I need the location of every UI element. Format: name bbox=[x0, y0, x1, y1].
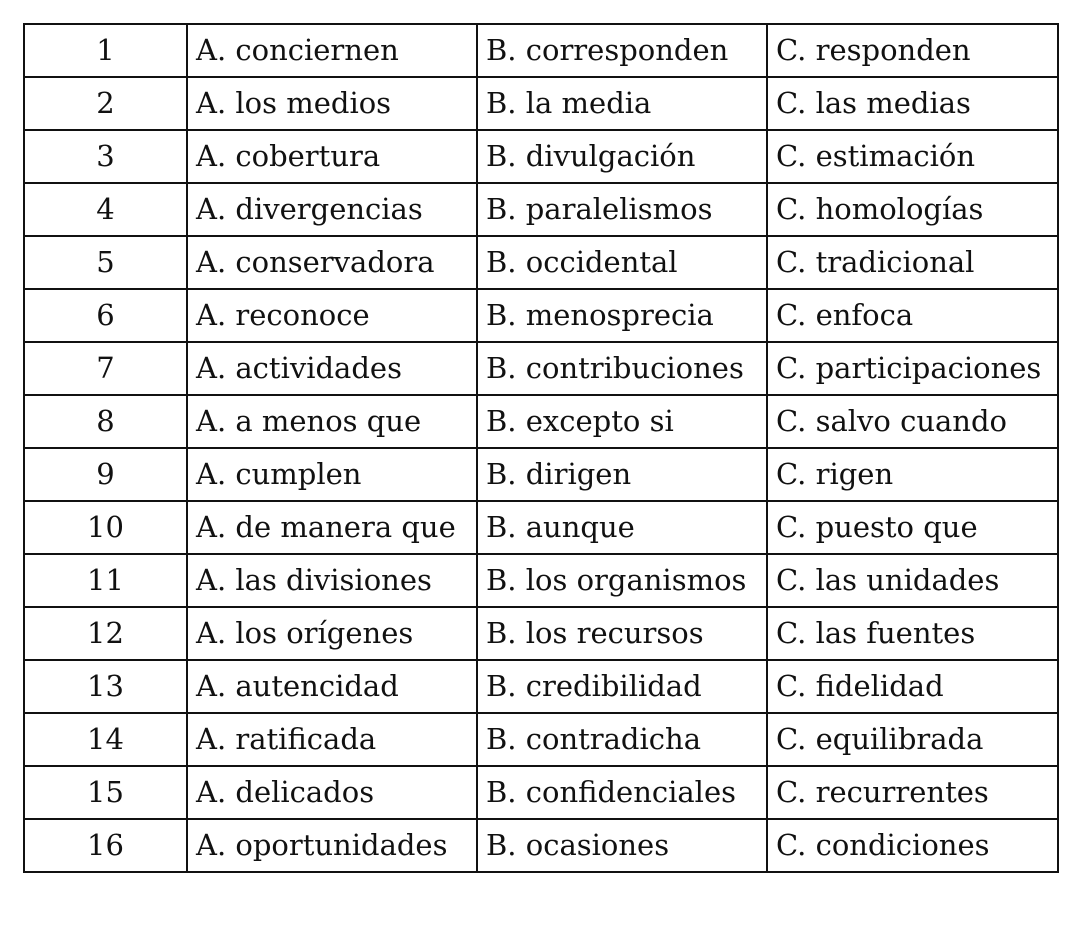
item-number: 8 bbox=[24, 395, 187, 448]
option-c: C. rigen bbox=[767, 448, 1058, 501]
option-c: C. condiciones bbox=[767, 819, 1058, 872]
table-row bbox=[24, 130, 1058, 183]
option-b: B. occidental bbox=[477, 236, 767, 289]
option-a: A. cumplen bbox=[187, 448, 477, 501]
item-number: 11 bbox=[24, 554, 187, 607]
option-b: B. los recursos bbox=[477, 607, 767, 660]
option-b: B. aunque bbox=[477, 501, 767, 554]
table-row bbox=[24, 183, 1058, 236]
item-number: 7 bbox=[24, 342, 187, 395]
option-b: B. credibilidad bbox=[477, 660, 767, 713]
option-a: A. oportunidades bbox=[187, 819, 477, 872]
option-b: B. los organismos bbox=[477, 554, 767, 607]
option-c: C. fidelidad bbox=[767, 660, 1058, 713]
option-b: B. contribuciones bbox=[477, 342, 767, 395]
option-a: A. cobertura bbox=[187, 130, 477, 183]
option-c: C. recurrentes bbox=[767, 766, 1058, 819]
item-number: 6 bbox=[24, 289, 187, 342]
option-c: C. las medias bbox=[767, 77, 1058, 130]
option-b: B. excepto si bbox=[477, 395, 767, 448]
item-number: 5 bbox=[24, 236, 187, 289]
table-row bbox=[24, 819, 1058, 872]
option-b: B. ocasiones bbox=[477, 819, 767, 872]
table-row bbox=[24, 395, 1058, 448]
option-a: A. autencidad bbox=[187, 660, 477, 713]
option-a: A. delicados bbox=[187, 766, 477, 819]
option-b: B. confidenciales bbox=[477, 766, 767, 819]
answer-options-body bbox=[24, 24, 1058, 872]
option-c: C. puesto que bbox=[767, 501, 1058, 554]
option-a: A. conciernen bbox=[187, 24, 477, 77]
item-number: 1 bbox=[24, 24, 187, 77]
table-row bbox=[24, 24, 1058, 77]
option-a: A. ratificada bbox=[187, 713, 477, 766]
option-c: C. homologías bbox=[767, 183, 1058, 236]
option-c: C. las fuentes bbox=[767, 607, 1058, 660]
option-c: C. participaciones bbox=[767, 342, 1058, 395]
item-number: 13 bbox=[24, 660, 187, 713]
item-number: 2 bbox=[24, 77, 187, 130]
table-row bbox=[24, 660, 1058, 713]
table-row bbox=[24, 236, 1058, 289]
item-number: 12 bbox=[24, 607, 187, 660]
option-c: C. tradicional bbox=[767, 236, 1058, 289]
table-row bbox=[24, 77, 1058, 130]
option-c: C. responden bbox=[767, 24, 1058, 77]
option-b: B. corresponden bbox=[477, 24, 767, 77]
answer-options-table bbox=[23, 23, 1059, 873]
table-row bbox=[24, 766, 1058, 819]
item-number: 3 bbox=[24, 130, 187, 183]
option-a: A. reconoce bbox=[187, 289, 477, 342]
option-b: B. paralelismos bbox=[477, 183, 767, 236]
option-b: B. contradicha bbox=[477, 713, 767, 766]
option-a: A. los orígenes bbox=[187, 607, 477, 660]
option-c: C. estimación bbox=[767, 130, 1058, 183]
option-a: A. los medios bbox=[187, 77, 477, 130]
option-a: A. las divisiones bbox=[187, 554, 477, 607]
option-b: B. menosprecia bbox=[477, 289, 767, 342]
item-number: 15 bbox=[24, 766, 187, 819]
item-number: 4 bbox=[24, 183, 187, 236]
table-row bbox=[24, 448, 1058, 501]
table-row bbox=[24, 607, 1058, 660]
option-b: B. dirigen bbox=[477, 448, 767, 501]
option-a: A. actividades bbox=[187, 342, 477, 395]
option-a: A. a menos que bbox=[187, 395, 477, 448]
option-b: B. la media bbox=[477, 77, 767, 130]
option-c: C. enfoca bbox=[767, 289, 1058, 342]
item-number: 9 bbox=[24, 448, 187, 501]
table-row bbox=[24, 342, 1058, 395]
item-number: 16 bbox=[24, 819, 187, 872]
item-number: 10 bbox=[24, 501, 187, 554]
option-c: C. las unidades bbox=[767, 554, 1058, 607]
table-row bbox=[24, 713, 1058, 766]
item-number: 14 bbox=[24, 713, 187, 766]
table-row bbox=[24, 289, 1058, 342]
option-a: A. conservadora bbox=[187, 236, 477, 289]
option-a: A. divergencias bbox=[187, 183, 477, 236]
option-a: A. de manera que bbox=[187, 501, 477, 554]
table-row bbox=[24, 501, 1058, 554]
option-c: C. salvo cuando bbox=[767, 395, 1058, 448]
table-row bbox=[24, 554, 1058, 607]
option-b: B. divulgación bbox=[477, 130, 767, 183]
answer-options-table-wrapper bbox=[23, 23, 1057, 873]
option-c: C. equilibrada bbox=[767, 713, 1058, 766]
